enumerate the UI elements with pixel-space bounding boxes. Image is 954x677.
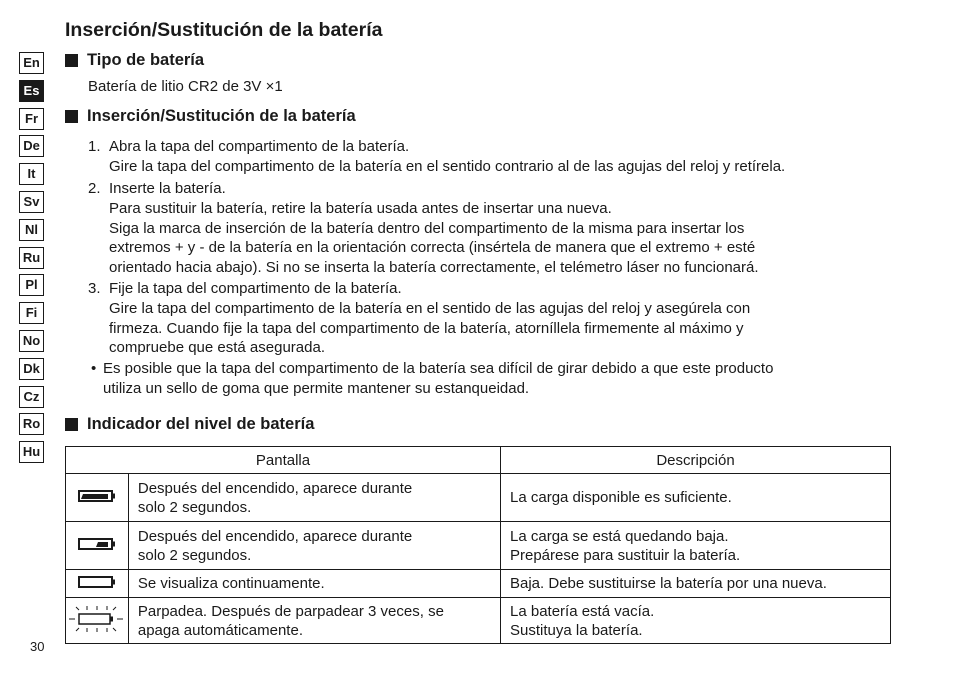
note-line: Es posible que la tapa del compartimento de la batería sea difícil de girar debido a que este producto xyxy=(103,360,774,377)
section-title-text: Indicador del nivel de batería xyxy=(87,415,315,433)
step-line: Gire la tapa del compartimento de la batería en el sentido de las agujas del reloj y asegúrela con xyxy=(109,299,751,317)
cell-line: Se visualiza continuamente. xyxy=(137,575,325,592)
step-content xyxy=(109,179,889,278)
note-content xyxy=(103,359,773,399)
cell-line: La carga se está quedando baja. xyxy=(510,527,729,545)
step-line: Fije la tapa del compartimento de la batería. xyxy=(109,280,402,297)
lang-tab-sv[interactable]: Sv xyxy=(19,191,44,213)
description-cell xyxy=(501,522,891,570)
step-line: Abra la tapa del compartimento de la batería. xyxy=(109,138,410,155)
step-line: extremos + y - de la batería en la orientación correcta (insértela de manera que el extremo + esté xyxy=(109,239,756,257)
step-line: Inserte la batería. xyxy=(109,180,226,197)
page-title: Inserción/Sustitución de la batería xyxy=(65,19,383,41)
section-title-battery-type xyxy=(65,51,204,70)
battery-level-table xyxy=(65,446,891,644)
section-title-insertion xyxy=(65,107,356,126)
section-title-text: Inserción/Sustitución de la batería xyxy=(87,107,356,125)
table-row xyxy=(66,522,891,570)
lang-tab-de[interactable]: De xyxy=(19,135,44,157)
lang-tab-it[interactable]: It xyxy=(19,163,44,185)
note-line: utiliza un sello de goma que permite mantener su estanqueidad. xyxy=(103,379,530,397)
cell-line: solo 2 segundos. xyxy=(137,546,252,564)
cell-line: Después del encendido, aparece durante xyxy=(137,479,413,497)
step-number: 3. xyxy=(88,280,101,297)
battery-half-icon xyxy=(66,522,129,570)
lang-tab-ro[interactable]: Ro xyxy=(19,413,44,435)
cell-line: Baja. Debe sustituirse la batería por una nueva. xyxy=(510,575,827,592)
description-cell xyxy=(501,474,891,522)
page-number: 30 xyxy=(30,639,45,654)
step-line: Gire la tapa del compartimento de la batería en el sentido contrario al de las agujas del reloj y retírela. xyxy=(109,157,786,175)
step-line: firmeza. Cuando fije la tapa del compartimento de la batería, atorníllela firmemente al máximo y xyxy=(109,319,744,337)
cell-line: apaga automáticamente. xyxy=(137,621,303,639)
lang-tab-cz[interactable]: Cz xyxy=(19,386,44,408)
display-cell xyxy=(128,598,500,644)
header-display: Pantalla xyxy=(66,447,501,474)
battery-empty-icon xyxy=(66,570,129,598)
section-square-icon xyxy=(65,110,78,123)
description-cell xyxy=(501,598,891,644)
cell-line: Sustituya la batería. xyxy=(510,621,643,639)
step-line: orientado hacia abajo). Si no se inserta la batería correctamente, el telémetro láser no funcionará. xyxy=(109,259,759,277)
table-row xyxy=(66,570,891,598)
table-row xyxy=(66,474,891,522)
step-number: 1. xyxy=(88,138,101,155)
cell-line: Parpadea. Después de parpadear 3 veces, se xyxy=(137,602,444,620)
section-title-text: Tipo de batería xyxy=(87,51,205,69)
battery-full-icon xyxy=(66,474,129,522)
battery-type-text: Batería de litio CR2 de 3V ×1 xyxy=(88,78,283,95)
lang-tab-nl[interactable]: Nl xyxy=(19,219,44,241)
cell-line: Después del encendido, aparece durante xyxy=(137,527,413,545)
section-square-icon xyxy=(65,418,78,431)
display-cell xyxy=(128,522,500,570)
step-content xyxy=(109,279,889,358)
cell-line: Prepárese para sustituir la batería. xyxy=(510,546,741,564)
lang-tab-ru[interactable]: Ru xyxy=(19,247,44,269)
description-cell xyxy=(501,570,891,598)
table-header-row xyxy=(66,447,891,474)
lang-tab-es[interactable]: Es xyxy=(19,80,44,102)
language-tabs xyxy=(19,52,44,469)
lang-tab-fr[interactable]: Fr xyxy=(19,108,44,130)
battery-blinking-icon xyxy=(66,598,129,644)
cell-line: solo 2 segundos. xyxy=(137,498,252,516)
lang-tab-en[interactable]: En xyxy=(19,52,44,74)
lang-tab-pl[interactable]: Pl xyxy=(19,274,44,296)
step-line: Para sustituir la batería, retire la batería usada antes de insertar una nueva. xyxy=(109,199,612,217)
step-line: Siga la marca de inserción de la batería dentro del compartimento de la misma para insertar los xyxy=(109,219,745,237)
cell-line: La carga disponible es suficiente. xyxy=(510,489,732,506)
step-content xyxy=(109,137,889,177)
display-cell xyxy=(128,474,500,522)
header-description: Descripción xyxy=(501,447,891,474)
section-title-level-indicator xyxy=(65,415,314,434)
lang-tab-dk[interactable]: Dk xyxy=(19,358,44,380)
bullet-icon: • xyxy=(91,360,97,377)
section-square-icon xyxy=(65,54,78,67)
step-number: 2. xyxy=(88,180,101,197)
table-row xyxy=(66,598,891,644)
lang-tab-fi[interactable]: Fi xyxy=(19,302,44,324)
display-cell xyxy=(128,570,500,598)
step-line: compruebe que está asegurada. xyxy=(109,339,325,357)
lang-tab-hu[interactable]: Hu xyxy=(19,441,44,463)
cell-line: La batería está vacía. xyxy=(510,602,655,620)
lang-tab-no[interactable]: No xyxy=(19,330,44,352)
